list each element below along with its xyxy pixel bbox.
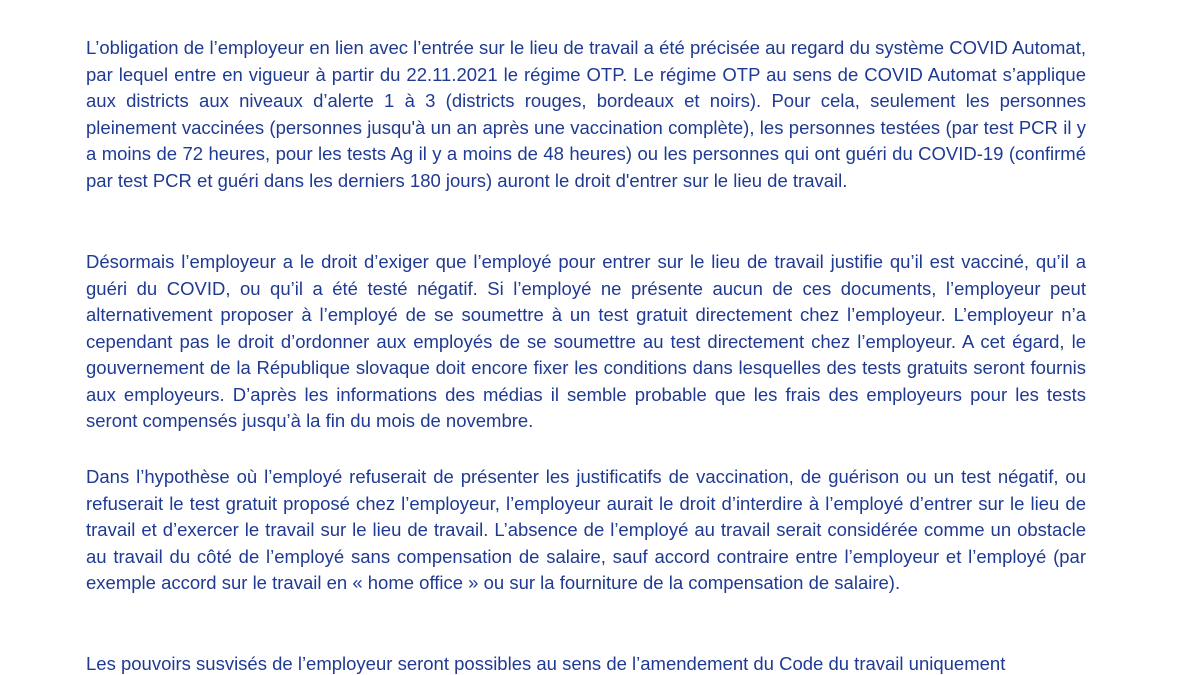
paragraph-employer-powers: Les pouvoirs susvisés de l’employeur seront possibles au sens de l’amendement du Code du travail uniquement [86,653,1006,674]
paragraph-employer-rights: Désormais l’employeur a le droit d’exiger que l’employé pour entrer sur le lieu de travail justifie qu’il est vacciné, qu’il a guéri du COVID, ou qu’il a été testé négatif. Si l’employé ne présente aucun de ces documents, l’employeur peut alternativement proposer à l’employé de se soumettre à un test gratuit directement chez l’employeur. L’employeur n’a cependant pas le droit d’ordonner aux employés de se soumettre au test directement chez l’employeur. A cet égard, le gouvernement de la République slovaque doit encore fixer les conditions dans lesquelles des tests gratuits seront fournis aux employeurs. D’après les informations des médias il semble probable que les frais des employeurs pour les tests seront compensés jusqu’à la fin du mois de novembre. [86,251,1086,431]
paragraph-employee-refusal: Dans l’hypothèse où l’employé refuserait de présenter les justificatifs de vaccination, de guérison ou un test négatif, ou refuserait le test gratuit proposé chez l’employeur, l’employeur aurait le droit d’interdire à l’employé d’entrer sur le lieu de travail et d’exercer le travail sur le lieu de travail. L’absence de l’employé au travail serait considérée comme un obstacle au travail du côté de l’employé sans compensation de salaire, sauf accord contraire entre l’employeur et l’employé (par exemple accord sur le travail en « home office » ou sur la fourniture de la compensation de salaire). [86,466,1086,593]
paragraph-employer-obligation: L’obligation de l’employeur en lien avec l’entrée sur le lieu de travail a été précisée au regard du système COVID Automat, par lequel entre en vigueur à partir du 22.11.2021 le régime OTP. Le régime OTP au sens de COVID Automat s’applique aux districts aux niveaux d’alerte 1 à 3 (districts rouges, bordeaux et noirs). Pour cela, seulement les personnes pleinement vaccinées (personnes jusqu'à un an après une vaccination complète), les personnes testées (par test PCR il y a moins de 72 heures, pour les tests Ag il y a moins de 48 heures) ou les personnes qui ont guéri du COVID-19 (confirmé par test PCR et guéri dans les derniers 180 jours) auront le droit d'entrer sur le lieu de travail. [86,37,1086,191]
